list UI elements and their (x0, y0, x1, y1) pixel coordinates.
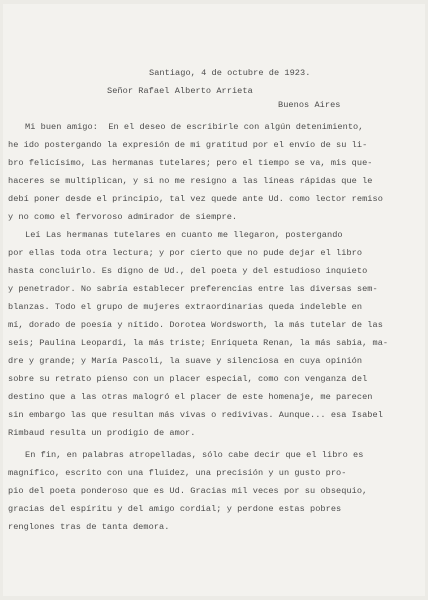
recipient-location: Buenos Aires (278, 100, 341, 110)
dateline: Santiago, 4 de octubre de 1923. (149, 68, 311, 78)
letter-line: bro felicísimo, Las hermanas tutelares; pero el tiempo se va, mis que- (8, 158, 373, 168)
letter-line: Mi buen amigo: En el deseo de escribirle con algún detenimiento, (25, 122, 364, 132)
letter-line: y penetrador. No sabría establecer preferencias entre las diversas sem- (8, 284, 378, 294)
letter-line: mí, dorado de poesía y nítido. Dorotea Wordsworth, la más tutelar de las (8, 320, 383, 330)
letter-line: Rimbaud resulta un prodigio de amor. (8, 428, 196, 438)
letter-line: destino que a las otras malogró el placer de este homenaje, me parecen (8, 392, 373, 402)
letter-line: dre y grande; y María Pascoli, la suave y silenciosa en cuya opinión (8, 356, 363, 366)
letter-line: En fin, en palabras atropelladas, sólo cabe decir que el libro es (25, 450, 364, 460)
letter-line: sin embargo las que resultan más vivas o redivivas. Aunque... esa Isabel (8, 410, 383, 420)
letter-line: hasta concluirlo. Es digno de Ud., del poeta y del estudioso inquieto (8, 266, 368, 276)
letter-line: haceres se multiplican, y si no me resigno a las líneas rápidas que le (8, 176, 373, 186)
letter-line: debí poner desde el principio, tal vez quede ante Ud. como lector remiso (8, 194, 383, 204)
letter-page (3, 4, 425, 596)
letter-line: blanzas. Todo el grupo de mujeres extraordinarias queda indeleble en (8, 302, 363, 312)
letter-line: y no como el fervoroso admirador de siempre. (8, 212, 238, 222)
letter-line: sobre su retrato pienso con un placer especial, como con venganza del (8, 374, 368, 384)
letter-line: magnífico, escrito con una fluidez, una precisión y un gusto pro- (8, 468, 347, 478)
letter-line: seis; Paulina Leopardi, la más triste; Enriqueta Renan, la más sabia, ma- (8, 338, 389, 348)
letter-line: pio del poeta ponderoso que es Ud. Gracias mil veces por su obsequio, (8, 486, 368, 496)
recipient: Señor Rafael Alberto Arrieta (107, 86, 253, 96)
letter-line: Leí Las hermanas tutelares en cuanto me llegaron, postergando (25, 230, 343, 240)
letter-line: he ido postergando la expresión de mi gratitud por el envío de su li- (8, 140, 368, 150)
letter-line: por ellas toda otra lectura; y por cierto que no pude dejar el libro (8, 248, 363, 258)
letter-line: renglones tras de tanta demora. (8, 522, 170, 532)
letter-line: gracias del espíritu y del amigo cordial; y perdone estas pobres (8, 504, 342, 514)
